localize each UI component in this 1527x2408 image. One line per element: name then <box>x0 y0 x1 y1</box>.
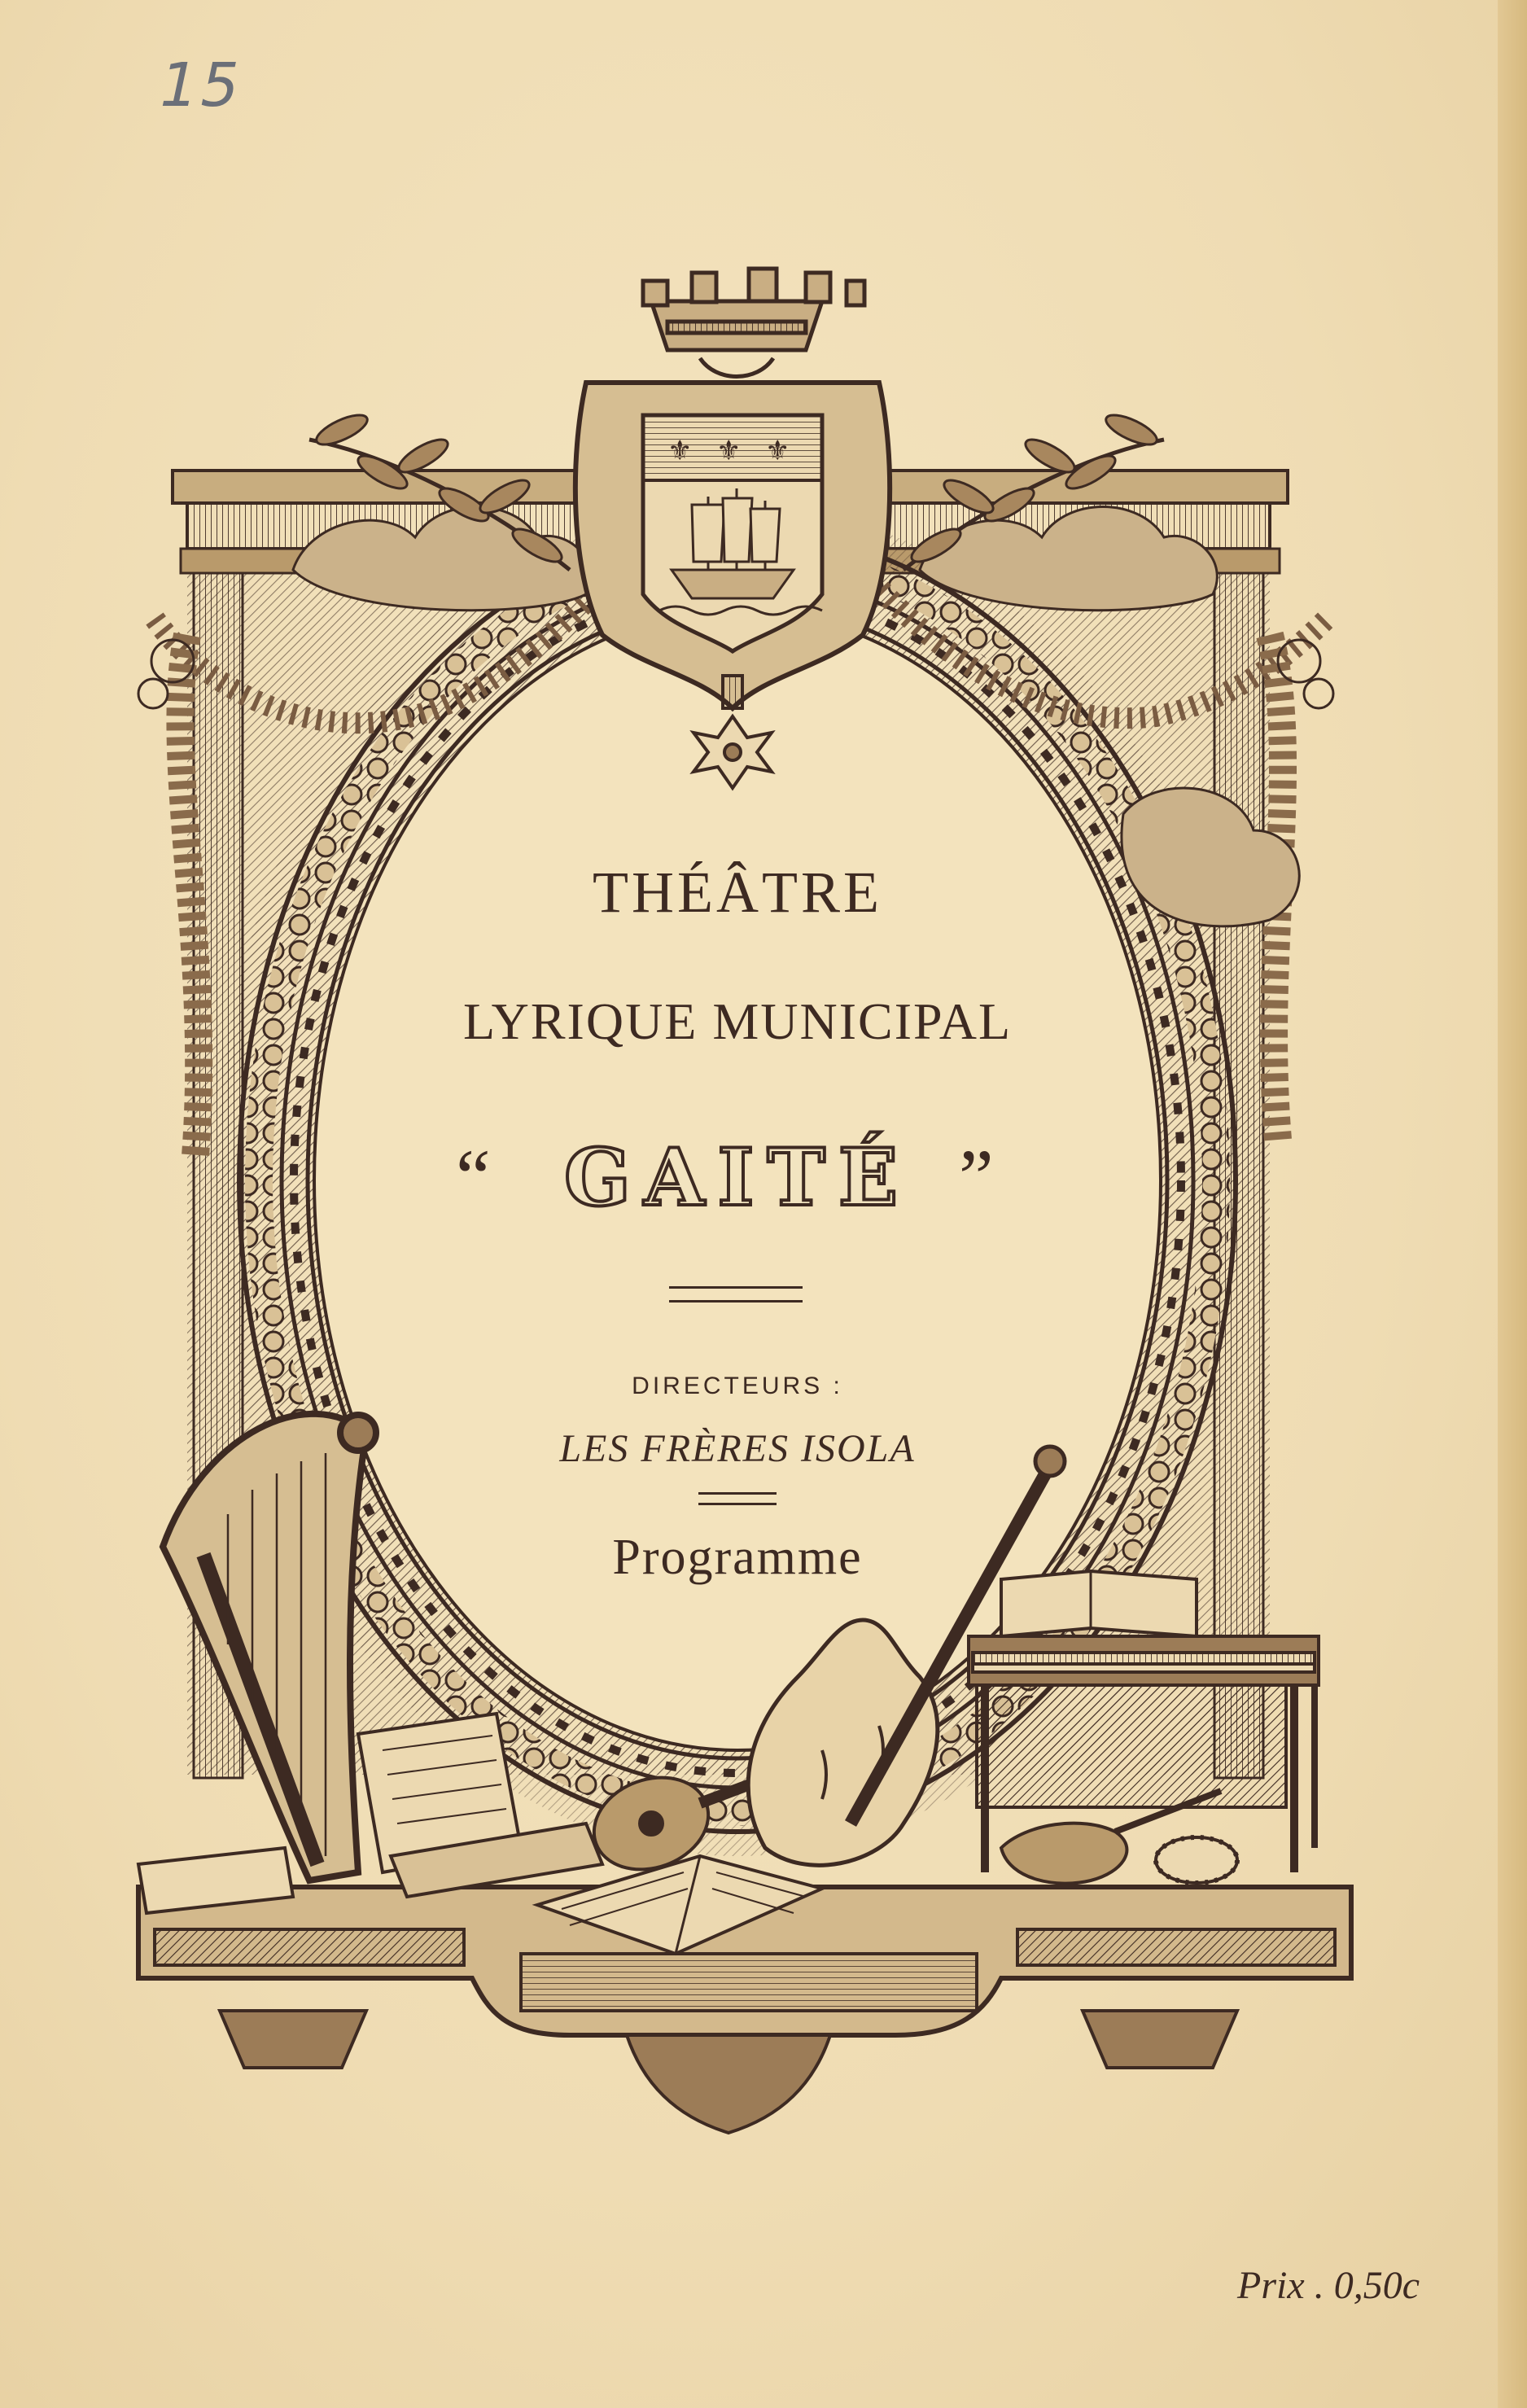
directors-label: DIRECTEURS : <box>632 1373 843 1399</box>
svg-text:⚜: ⚜ <box>667 435 693 467</box>
theatre-name-gaite: GAITÉ <box>564 1132 911 1224</box>
handwritten-number: 15 <box>151 50 251 120</box>
price-label: Prix . 0,50c <box>1237 2264 1420 2307</box>
svg-text:⚜: ⚜ <box>765 435 790 467</box>
mural-crown-icon <box>643 269 864 377</box>
open-quote: “ <box>456 1133 491 1220</box>
programme-label: Programme <box>612 1530 863 1585</box>
close-quote: ” <box>959 1133 994 1220</box>
title-line-theatre: THÉÂTRE <box>593 860 882 925</box>
title-line-lyrique-municipal: LYRIQUE MUNICIPAL <box>462 992 1013 1050</box>
short-rule-divider <box>698 1492 777 1505</box>
directors-name: LES FRÈRES ISOLA <box>559 1427 916 1470</box>
double-rule-divider <box>669 1286 803 1303</box>
svg-text:⚜: ⚜ <box>716 435 742 467</box>
